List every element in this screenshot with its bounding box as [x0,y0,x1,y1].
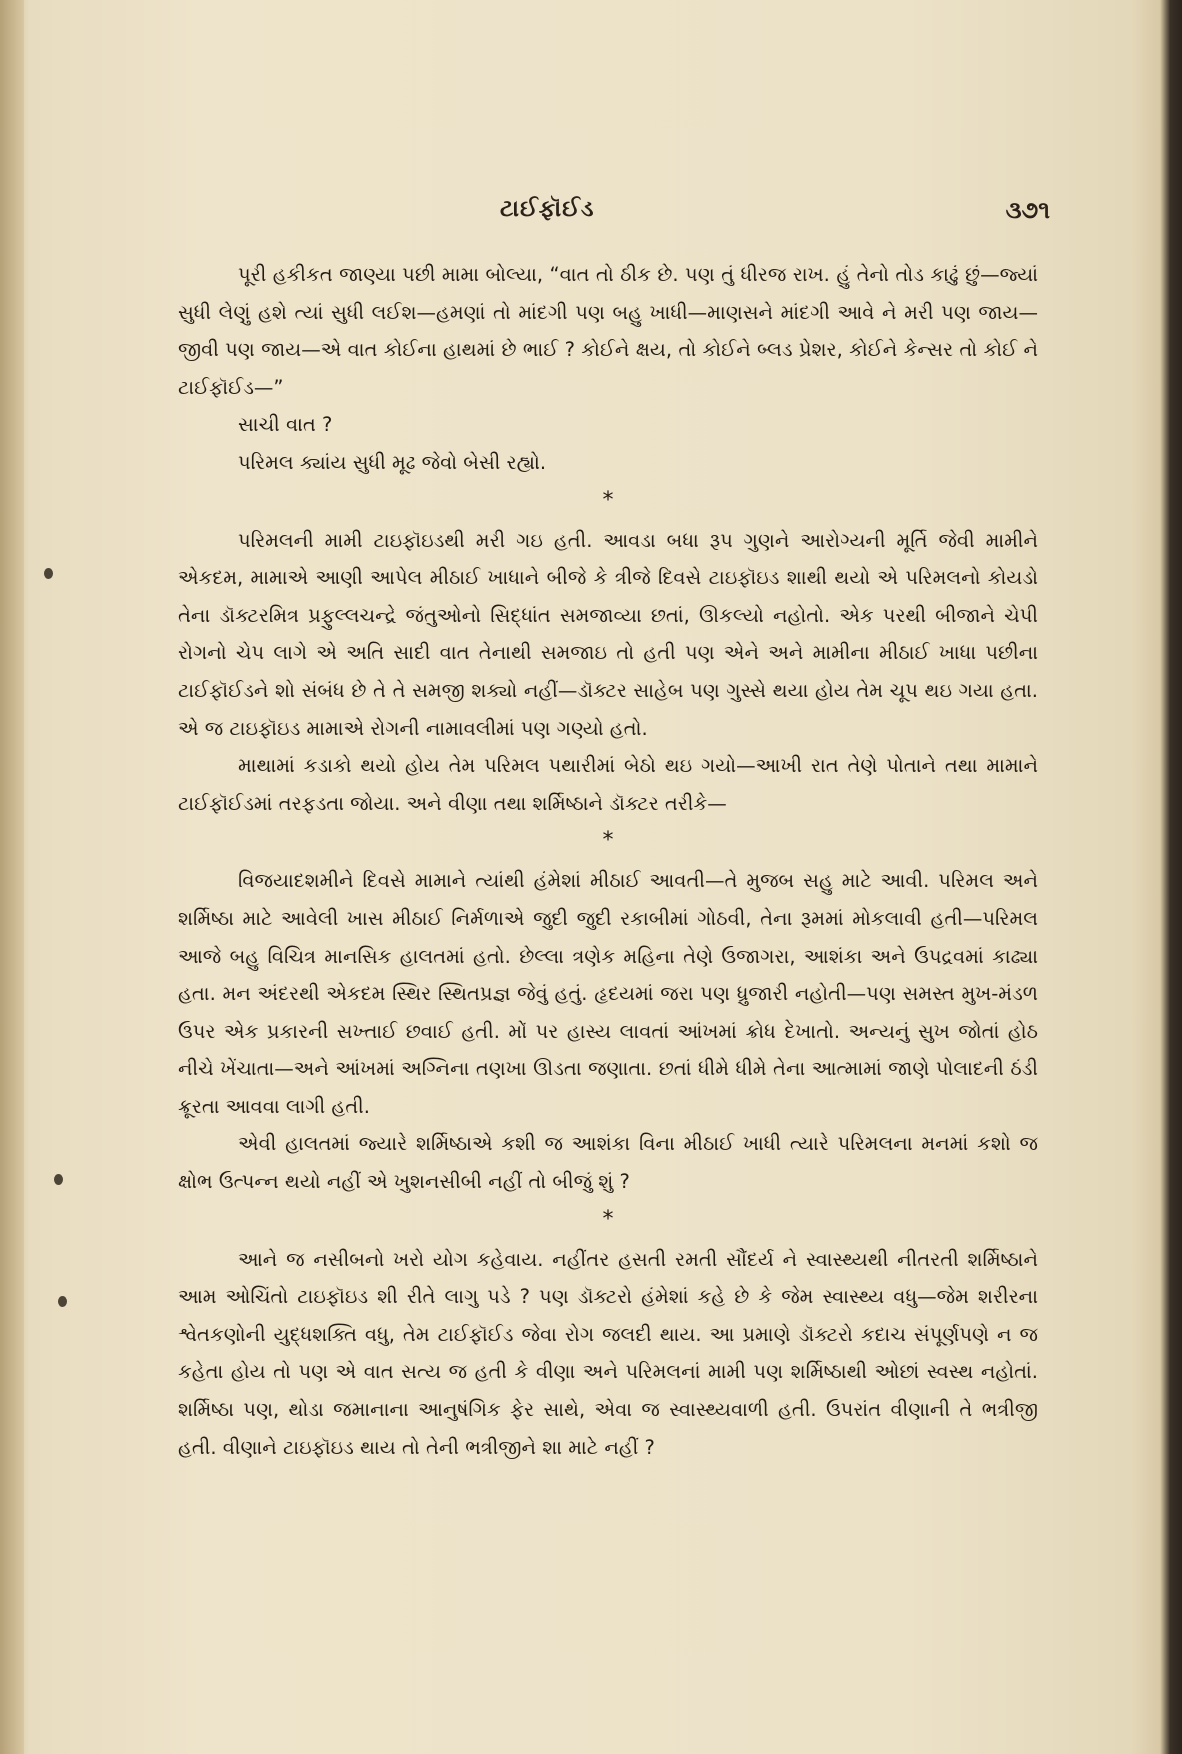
page-body [178,256,1038,1466]
binding-hole [58,1296,67,1307]
paragraph: માથામાં કડાકો થયો હોય તેમ પરિમલ પથારીમાં બેઠો થઇ ગયો—આખી રાત તેણે પોતાને તથા મામાને ટાઈફૉઈડમાં તરફડતા જોયા. અને વીણા તથા શર્મિષ્ઠાને ડૉક્ટર તરીકે— [178,754,1038,815]
page-header [170,196,1050,236]
page-number: ૩૭૧ [1005,196,1050,224]
paragraph: પરિમલ ક્યાંય સુધી મૂઢ જેવો બેસી રહ્યો. [238,450,547,474]
paragraph: પરિમલની મામી ટાઇફૉઇડથી મરી ગઇ હતી. આવડા બધા રૂપ ગુણને આરોગ્યની મૂર્તિ જેવી મામીને એકદમ, મામાએ આણી આપેલ મીઠાઈ ખાધાને બીજે કે ત્રીજે દિવસે ટાઇફૉઇડ શાથી થયો એ પરિમલનો કોયડો તેના ડૉક્ટરમિત્ર પ્રફુલ્લચન્દ્રે જંતુઓનો સિદ્ધાંત સમજાવ્યા છતાં, ઊકલ્યો નહોતો. એક પરથી બીજાને ચેપી રોગનો ચેપ લાગે એ અતિ સાદી વાત તેનાથી સમજાઇ તો હતી પણ એને અને મામીના મીઠાઈ ખાધા પછીના ટાઈફૉઈડને શો સંબંધ છે તે તે સમજી શક્યો નહીં—ડૉક્ટર સાહેબ પણ ગુસ્સે થયા હોય તેમ ચૂપ થઇ ગયા હતા. એ જ ટાઇફૉઇડ મામાએ રોગની નામાવલીમાં પણ ગણ્યો હતો. [178,528,1038,740]
section-separator: * [602,828,614,854]
section-separator: * [602,1206,614,1232]
paragraph: પૂરી હકીકત જાણ્યા પછી મામા બોલ્યા, “વાત તો ઠીક છે. પણ તું ધીરજ રાખ. હું તેનો તોડ કાઢું છું—જ્યાં સુધી લેણું હશે ત્યાં સુધી લઈશ—હમણાં તો માંદગી પણ બહુ ખાધી—માણસને માંદગી આવે ને મરી પણ જાય—જીવી પણ જાય—એ વાત કોઈના હાથમાં છે ભાઈ ? કોઈને ક્ષય, તો કોઈને બ્લડ પ્રેશર, કોઈને કેન્સર તો કોઈ ને ટાઈફૉઈડ—” [178,263,1038,399]
paragraph: એવી હાલતમાં જ્યારે શર્મિષ્ઠાએ કશી જ આશંકા વિના મીઠાઈ ખાધી ત્યારે પરિમલના મનમાં કશો જ ક્ષોભ ઉત્પન્ન થયો નહીં એ ખુશનસીબી નહીં તો બીજું શું ? [178,1132,1038,1194]
running-title: ટાઈફૉઈડ [500,196,595,222]
binding-hole [44,568,53,579]
section-separator: * [602,487,614,513]
paragraph: આને જ નસીબનો ખરો યોગ કહેવાય. નહીંતર હસતી રમતી સૌંદર્ય ને સ્વાસ્થ્યથી નીતરતી શર્મિષ્ઠાને આમ ઓચિંતો ટાઇફૉઇડ શી રીતે લાગુ પડે ? પણ ડૉક્ટરો હંમેશાં કહે છે કે જેમ સ્વાસ્થ્ય વધુ—જેમ શરીરના શ્વેતકણોની યુદ્ધશક્તિ વધુ, તેમ ટાઈફૉઈડ જેવા રોગ જલદી થાય. આ પ્રમાણે ડૉક્ટરો કદાચ સંપૂર્ણપણે ન જ કહેતા હોય તો પણ એ વાત સત્ય જ હતી કે વીણા અને પરિમલનાં મામી પણ શર્મિષ્ઠાથી ઓછાં સ્વસ્થ નહોતાં. શર્મિષ્ઠા પણ, થોડા જમાનાના આનુષંગિક ફેર સાથે, એવા જ સ્વાસ્થ્યવાળી હતી. ઉપરાંત વીણાની તે ભત્રીજી હતી. વીણાને ટાઇફૉઇડ થાય તો તેની ભત્રીજીને શા માટે નહીં ? [178,1247,1038,1459]
page-binding-edge [0,0,24,1754]
binding-hole [54,1174,63,1185]
paragraph: સાચી વાત ? [238,413,333,437]
paragraph: વિજયાદશમીને દિવસે મામાને ત્યાંથી હંમેશાં મીઠાઈ આવતી—તે મુજબ સહુ માટે આવી. પરિમલ અને શર્મિષ્ઠા માટે આવેલી ખાસ મીઠાઈ નિર્મળાએ જુદી જુદી રકાબીમાં ગોઠવી, તેના રૂમમાં મોકલાવી હતી—પરિમલ આજે બહુ વિચિત્ર માનસિક હાલતમાં હતો. છેલ્લા ત્રણેક મહિના તેણે ઉજાગરા, આશંકા અને ઉપદ્રવમાં કાઢ્યા હતા. મન અંદરથી એકદમ સ્થિર સ્થિતપ્રજ્ઞ જેવું હતું. હૃદયમાં જરા પણ ધ્રુજારી નહોતી—પણ સમસ્ત મુખ-મંડળ ઉપર એક પ્રકારની સખ્તાઈ છવાઈ હતી. મોં પર હાસ્ય લાવતાં આંખમાં ક્રોધ દેખાતો. અન્યનું સુખ જોતાં હોઠ નીચે ખેંચાતા—અને આંખમાં અગ્નિના તણખા ઊડતા જણાતા. છતાં ધીમે ધીમે તેના આત્મામાં જાણે પોલાદની ઠંડી ક્રૂરતા આવવા લાગી હતી. [178,869,1038,1118]
